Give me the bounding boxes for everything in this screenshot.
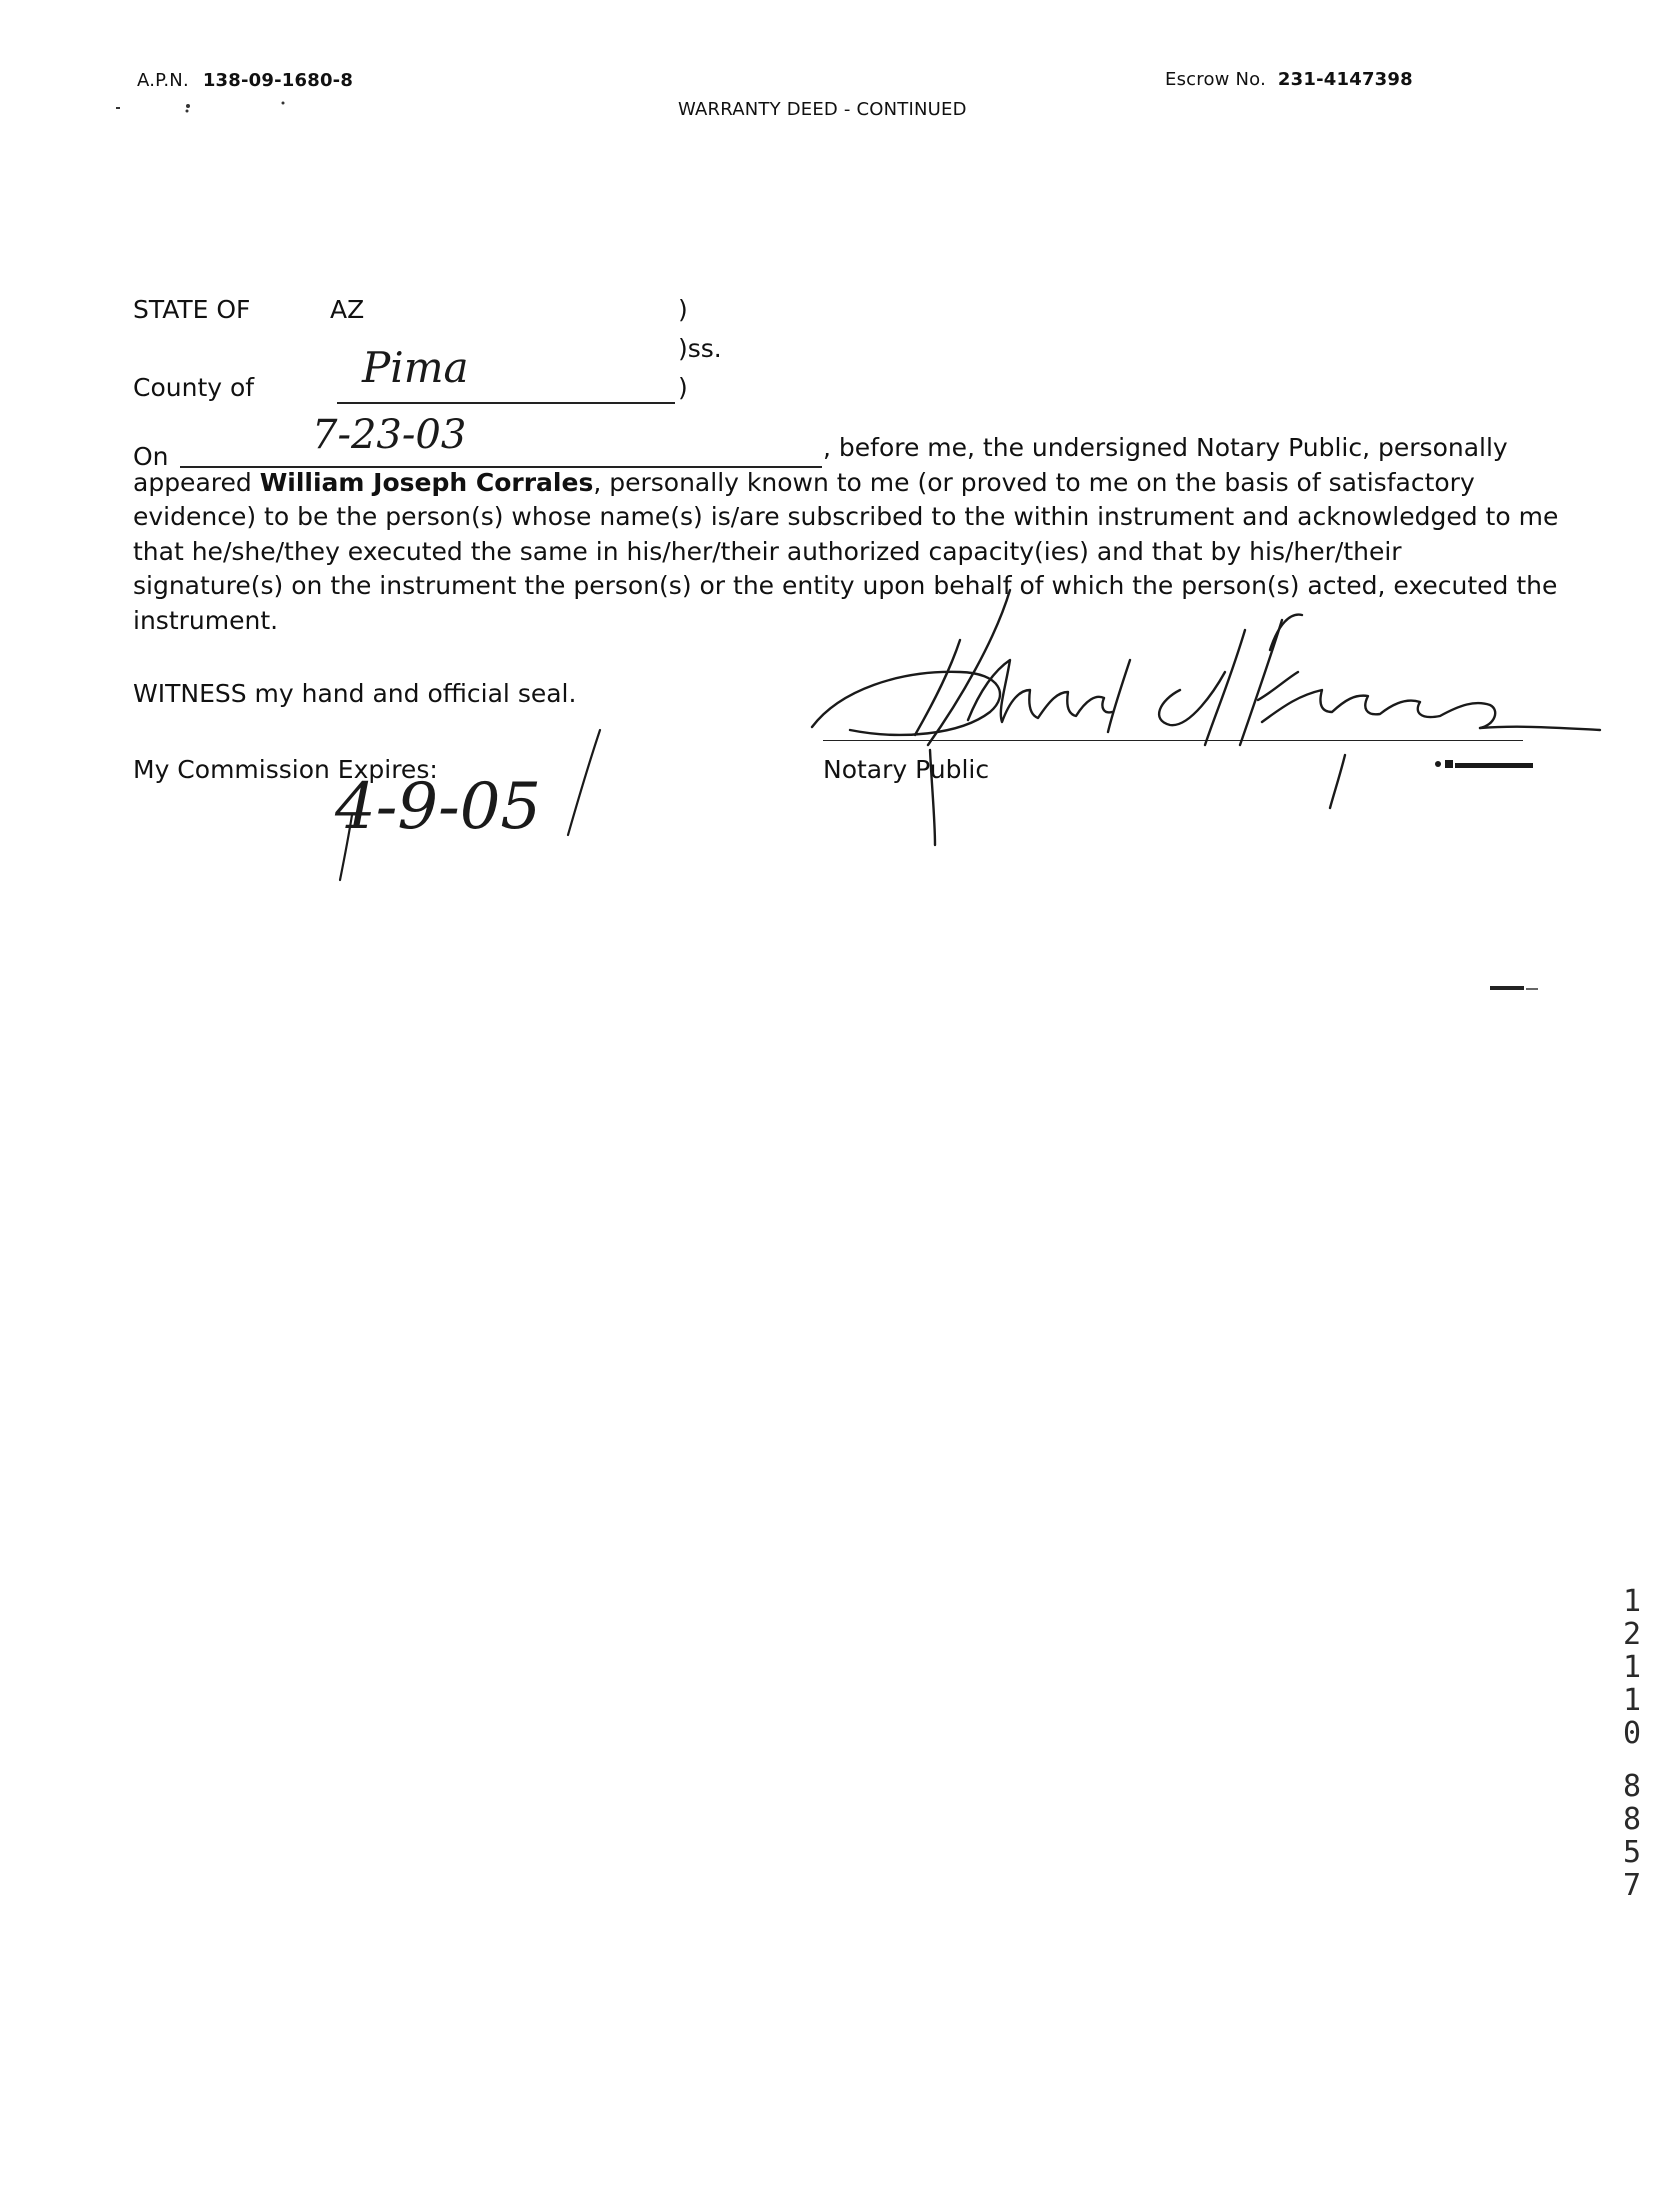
stamp-digit: 8	[1622, 1769, 1642, 1804]
on-label: On	[133, 442, 169, 471]
venue-paren-1: )	[678, 295, 688, 324]
ack-line-3: evidence) to be the person(s) whose name(s) is/are subscribed to the within instrument and acknowledged to me	[133, 502, 1559, 531]
escrow-value: 231-4147398	[1277, 69, 1413, 90]
commission-label: My Commission Expires:	[133, 755, 438, 784]
stamp-digit: 1	[1622, 1650, 1642, 1685]
document-title: WARRANTY DEED - CONTINUED	[678, 99, 967, 120]
stamp-digit: 8	[1622, 1802, 1642, 1837]
ack-line-5: signature(s) on the instrument the person(s) or the entity upon behalf of which the person(s) acted, executed the	[133, 571, 1558, 600]
ack-line-1-text: , before me, the undersigned Notary Public, personally	[823, 433, 1508, 462]
person-name: William Joseph Corrales	[259, 467, 594, 497]
state-label: STATE OF	[133, 295, 251, 324]
notary-label: Notary Public	[823, 755, 990, 784]
stamp-digit: 2	[1622, 1617, 1642, 1652]
stamp-digit: 1	[1622, 1683, 1642, 1718]
ack-line-2-suffix: , personally known to me (or proved to me on the basis of satisfactory	[593, 467, 1475, 497]
ack-line-2-prefix: appeared	[133, 467, 260, 497]
stamp-digit: 1	[1622, 1584, 1642, 1619]
acknowledgment-date-handwritten: 7-23-03	[312, 412, 467, 458]
recording-stamp	[1620, 1585, 1644, 1902]
witness-text: WITNESS my hand and official seal.	[133, 679, 577, 708]
county-value-handwritten: Pima	[362, 343, 469, 392]
stamp-gap	[1620, 1750, 1644, 1770]
venue-paren-2: )	[678, 373, 688, 402]
stamp-digit: 5	[1622, 1835, 1642, 1870]
ss-label: )ss.	[678, 334, 722, 363]
stamp-digit: 0	[1622, 1716, 1642, 1751]
ack-line-4: that he/she/they executed the same in his/her/their authorized capacity(ies) and that by his/her/their	[133, 536, 1402, 566]
apn-value: 138-09-1680-8	[202, 70, 354, 91]
commission-date-handwritten: 4-9-05	[335, 770, 542, 844]
apn-label: A.P.N.	[137, 70, 189, 91]
stamp-digit: 7	[1622, 1868, 1642, 1903]
county-label: County of	[133, 373, 255, 402]
escrow-label: Escrow No.	[1165, 69, 1266, 90]
state-value: AZ	[330, 295, 365, 324]
ack-line-6: instrument.	[133, 605, 279, 635]
